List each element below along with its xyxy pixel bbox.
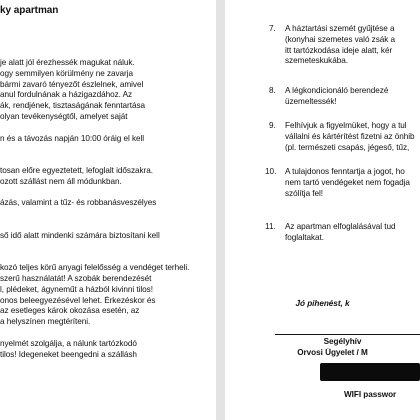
- rule-text-line: A légkondicionáló berendezé: [285, 86, 389, 95]
- left-text-line: tosan előre egyeztetett, lefoglalt időszakra.: [0, 166, 153, 175]
- redacted-phone-number: [320, 363, 420, 381]
- left-text-line: nyelmét szolgálja, a nálunk tartózkodó: [0, 338, 137, 348]
- rule-text-line: vállalni és kártérítést fizetni az önhib: [285, 131, 415, 141]
- page-gutter: [216, 0, 225, 420]
- left-text-line: a helyszínen megtéríteni.: [0, 317, 91, 327]
- left-text-line: szerű használatát! A szobák berendezését: [0, 274, 152, 283]
- left-text-line: bármi zavaró tényezőt észlelnek, amivel: [0, 79, 144, 89]
- rule-text-line: foglaltakat.: [285, 232, 324, 242]
- medical-service-line: Orvosi Ügyelet / M: [297, 348, 368, 357]
- rule-text-line: (konyhai szemetes való zsák a: [285, 34, 396, 44]
- left-text-line: anul fordulnának a házigazdához. Az: [0, 90, 133, 100]
- rule-number: 9.: [269, 121, 276, 130]
- closing-greeting: Jó pihenést, k: [295, 299, 350, 308]
- emergency-heading: Segélyhív: [323, 337, 362, 346]
- document-title: ky apartman: [0, 5, 59, 16]
- left-text-line: olyan tevékenységtől, amelyet saját: [0, 112, 128, 121]
- rule-text-line: itt tartózkodása ideje alatt, kér: [285, 45, 393, 55]
- right-page: [225, 0, 420, 420]
- rule-number: 8.: [269, 86, 276, 95]
- rule-text-line: üzemeltessék!: [285, 96, 337, 106]
- left-text-line: je alatt jól érezhessék magukat náluk.: [0, 58, 135, 67]
- rule-text-line: A tulajdonos fenntartja a jogot, ho: [285, 167, 405, 176]
- left-text-line: tilos! Idegeneket beengedni a szállásh: [0, 349, 137, 359]
- left-text-line: onos beleegyezésével lehet. Érkezéskor és: [0, 295, 156, 305]
- rule-number: 7.: [269, 24, 276, 33]
- rule-text-line: A háztartási szemét gyűjtése a: [285, 24, 395, 33]
- rule-text-line: Felhívjuk a figyelmüket, hogy a tul: [285, 121, 407, 130]
- rule-text-line: Az apartman elfoglalásával tud: [285, 222, 396, 231]
- left-text-line: n és a távozás napján 10:00 óráig el kell: [0, 133, 145, 143]
- left-text-line: az esetleges károk okozása esetén, az: [0, 306, 140, 316]
- left-text-line: ogy semmilyen körülmény ne zavarja: [0, 68, 133, 78]
- left-text-line: l, plédeket, ágyneműt a házból kivinni tilos!: [0, 284, 153, 294]
- rule-text-line: szemeteskukába.: [285, 56, 348, 66]
- left-text-line: ázás, valamint a tűz- és robbanásveszélyes: [0, 198, 157, 208]
- rule-number: 10.: [265, 167, 277, 176]
- left-text-line: ozott szállást nem áll módunkban.: [0, 176, 122, 186]
- left-text-line: ső idő alatt mindenki számára biztosítani kell: [0, 230, 160, 240]
- left-text-line: kozó teljes körű anyagi felelősség a vendéget terheli.: [0, 263, 190, 273]
- left-text-line: ák, rendjének, tisztaságának fenntartása: [0, 101, 146, 111]
- rule-text-line: szólítja fel!: [285, 188, 324, 198]
- wifi-password-label: WIFI passwor: [344, 390, 397, 399]
- rule-number: 11.: [265, 222, 276, 231]
- signature-rule: [275, 334, 420, 335]
- rule-text-line: (pl. természeti csapás, jégeső, tűz,: [285, 142, 410, 152]
- rule-text-line: nem tartó vendégeket nem fogadja: [285, 177, 410, 187]
